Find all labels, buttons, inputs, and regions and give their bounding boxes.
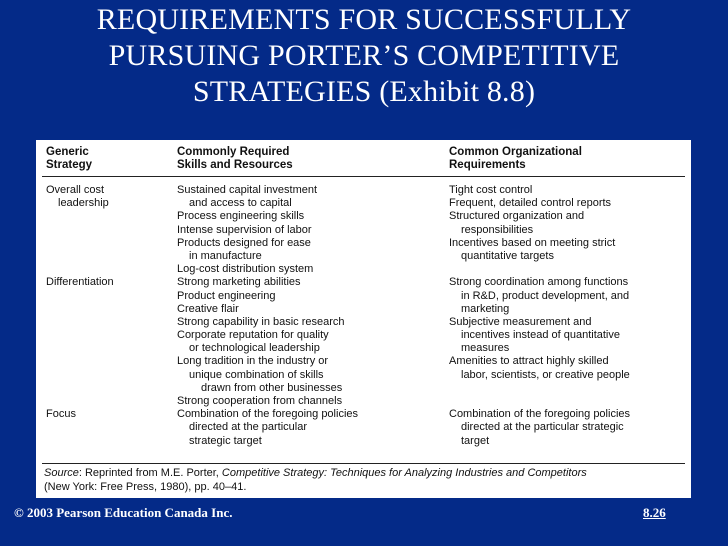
table-cell: unique combination of skills: [189, 368, 324, 381]
table-cell: Subjective measurement and: [449, 315, 592, 328]
header-org-requirements: Common Organizational Requirements: [449, 146, 582, 171]
table-cell: in manufacture: [189, 249, 262, 262]
source-publication: (New York: Free Press, 1980), pp. 40–41.: [44, 480, 247, 493]
title-line-2: PURSUING PORTER’S COMPETITIVE: [108, 39, 620, 72]
source-label: Source: [44, 467, 79, 479]
title-line-3: STRATEGIES (Exhibit 8.8): [192, 75, 536, 108]
table-cell: Strong coordination among functions: [449, 276, 629, 289]
table-cell: Product engineering: [177, 289, 276, 302]
table-cell: Long tradition in the industry or: [177, 355, 329, 368]
table-cell: Strong cooperation from channels: [177, 395, 343, 407]
table-cell: in R&D, product development, and: [461, 289, 630, 302]
source-book-title: Competitive Strategy: Techniques for Analyzing Industries and Competitors: [221, 467, 587, 479]
table-cell: Structured organization and: [449, 210, 585, 223]
table-cell: Process engineering skills: [177, 210, 305, 223]
table-cell: quantitative targets: [461, 249, 554, 262]
table-cell: Frequent, detailed control reports: [449, 197, 612, 210]
strategy-column: [46, 184, 114, 421]
exhibit-table: [36, 140, 691, 498]
table-cell: Combination of the foregoing policies: [177, 408, 359, 421]
table-cell: strategic target: [189, 434, 262, 447]
table-cell: Products designed for ease: [177, 236, 311, 249]
table-cell: leadership: [58, 197, 109, 210]
table-cell: directed at the particular: [189, 421, 308, 434]
table-cell: Amenities to attract highly skilled: [449, 355, 609, 368]
footer-divider: [42, 463, 685, 464]
table-cell: Strong capability in basic research: [177, 315, 345, 328]
header-skills-resources: Commonly Required Skills and Resources: [177, 146, 293, 171]
table-cell: Focus: [46, 408, 76, 421]
slide-number[interactable]: 8.26: [643, 505, 666, 520]
table-cell: Sustained capital investment: [177, 184, 318, 196]
table-cell: Incentives based on meeting strict: [449, 236, 616, 249]
table-cell: Corporate reputation for quality: [177, 329, 329, 342]
table-cell: marketing: [461, 302, 510, 315]
table-cell: labor, scientists, or creative people: [461, 368, 630, 381]
source-text: : Reprinted from M.E. Porter,: [78, 467, 222, 479]
table-cell: or technological leadership: [189, 342, 320, 355]
table-cell: Log-cost distribution system: [177, 263, 314, 276]
header-generic-strategy: Generic Strategy: [46, 146, 93, 171]
table-cell: and access to capital: [189, 197, 292, 210]
slide-title: [0, 2, 728, 110]
table-cell: measures: [461, 342, 510, 355]
copyright-notice: © 2003 Pearson Education Canada Inc.: [14, 505, 233, 520]
table-cell: target: [461, 434, 490, 447]
table-cell: Strong marketing abilities: [177, 276, 301, 289]
table-cell: drawn from other businesses: [201, 381, 343, 394]
header-divider: [42, 176, 685, 177]
table-cell: directed at the particular strategic: [461, 421, 624, 434]
table-cell: Overall cost: [46, 184, 105, 196]
table-cell: incentives instead of quantitative: [461, 329, 620, 342]
table-cell: Differentiation: [46, 276, 114, 289]
requirements-column: [449, 184, 630, 448]
table-cell: responsibilities: [461, 223, 534, 236]
title-line-1: REQUIREMENTS FOR SUCCESSFULLY: [96, 3, 632, 36]
source-note: [44, 467, 587, 494]
table-cell: Combination of the foregoing policies: [449, 408, 631, 421]
skills-column: [177, 184, 358, 448]
table-cell: Creative flair: [177, 302, 239, 315]
table-cell: Intense supervision of labor: [177, 223, 312, 236]
table-cell: Tight cost control: [449, 184, 533, 196]
